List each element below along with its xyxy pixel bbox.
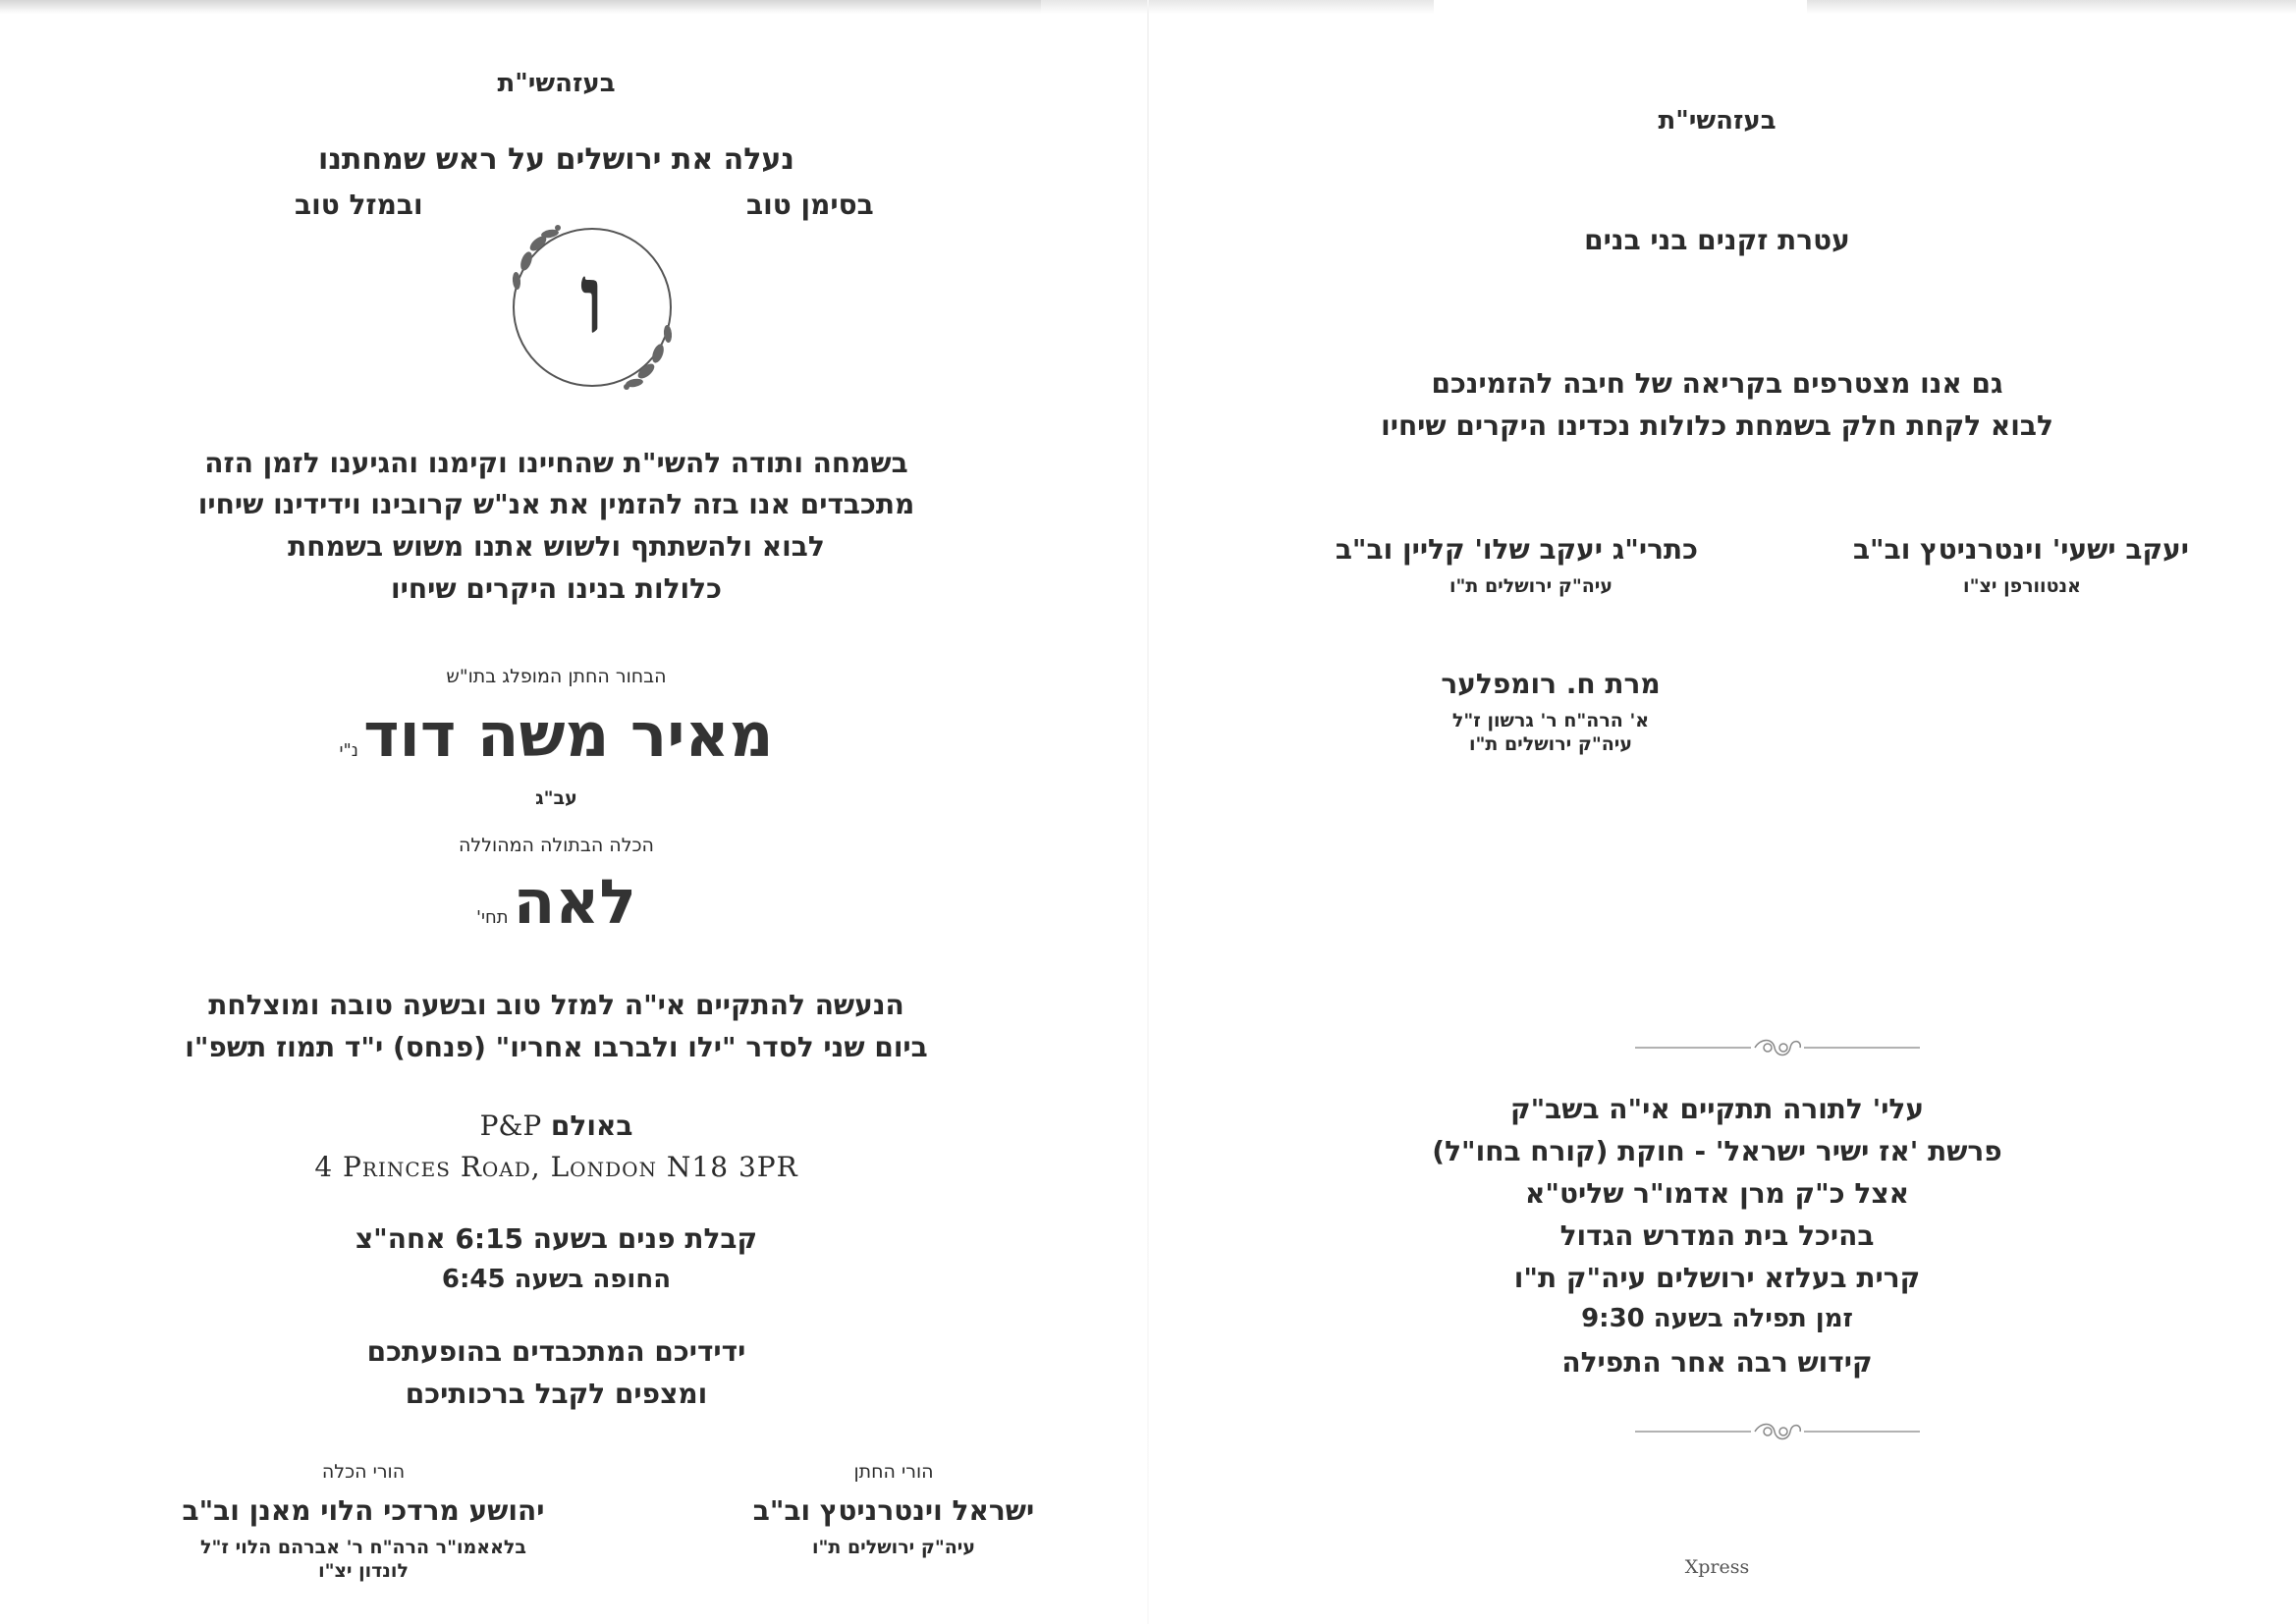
aufruf-line-2: פרשת 'אז ישיר ישראל' - חוקת (קורח בחו"ל): [1432, 1135, 2002, 1167]
gp3-line2: א' הרה"ח ר' גרשון ז"ל: [1451, 710, 1650, 731]
bride-title: הכלה הבתולה המהוללה: [459, 835, 654, 856]
aufruf-line-5: קרית בעלזא ירושלים עיה"ק ת"ו: [1513, 1262, 1921, 1294]
kabbalat-panim: קבלת פנים בשעה 6:15 אחה"צ: [355, 1222, 758, 1255]
bride-parents: [167, 1461, 560, 1582]
right-intro-line-2: לבוא לקחת חלק בשמחת כלולות נכדינו היקרים שיחיו: [1381, 409, 2053, 442]
gp1-city: אנטוורפן יצ"ו: [1963, 575, 2081, 597]
groom-parents: [727, 1461, 1061, 1558]
hall-label: באולם: [550, 1110, 633, 1142]
intro-line-3: לבוא ולהשתתף ולשוש אתנו משוש בשמחת: [288, 530, 825, 563]
closing-line-2: ומצפים לקבל ברכותיכם: [405, 1378, 708, 1410]
bride-parents-label: הורי הכלה: [321, 1461, 406, 1483]
verse-line: נעלה את ירושלים על ראש שמחתנו: [318, 142, 794, 177]
bride-parents-city: לונדון יצ"ו: [318, 1560, 409, 1582]
hall-name: P&P: [479, 1110, 542, 1142]
aufruf-line-6: זמן תפילה בשעה 9:30: [1581, 1304, 1853, 1333]
bride-name: לאה: [513, 866, 636, 938]
hall-address: 4 Princes Road, London N18 3PR: [314, 1151, 798, 1183]
grandparents-3: [1384, 668, 1718, 755]
groom-name: מאיר משה דוד: [363, 699, 774, 771]
chuppah-time: החופה בשעה 6:45: [441, 1265, 672, 1294]
scroll-ornament-icon: [1635, 1417, 1920, 1446]
groom-name-row: [0, 699, 1130, 771]
bride-suffix: תחי': [476, 907, 509, 928]
intro-line-1: בשמחה ותודה להשי"ת שהחיינו וקימנו והגיענו לזמן הזה: [204, 447, 908, 479]
monogram-letter: ו: [579, 244, 605, 354]
printer-credit: Xpress: [1684, 1556, 1750, 1578]
gp2-city: עיה"ק ירושלים ת"ו: [1449, 575, 1613, 597]
hall-row: [0, 1110, 1130, 1142]
bride-parents-line2: בלאאמו"ר הרה"ח ר' אברהם הלוי ז"ל: [200, 1537, 526, 1558]
bsd-header: בעזהשי"ת: [497, 69, 616, 98]
gp3-name: מרת ח. רומפלער: [1441, 668, 1661, 700]
right-bsd-header: בעזהשי"ת: [1658, 106, 1777, 135]
intro-line-4: כלולות בנינו היקרים שיחיו: [391, 572, 722, 605]
bride-name-row: [0, 866, 1130, 938]
divider-top: [1635, 1033, 1920, 1062]
gp3-city: עיה"ק ירושלים ת"ו: [1468, 733, 1633, 755]
intro-line-2: מתכבדים אנו בזה להזמין את אנ"ש קרובינו וידידינו שיחיו: [197, 488, 915, 520]
aufruf-line-1: עלי' לתורה תתקיים אי"ה בשב"ק: [1509, 1093, 1925, 1125]
grandparents-1: [1852, 533, 2189, 597]
grandparents-panel: [1148, 0, 2296, 1624]
groom-title: הבחור החתן המופלג בתו"ש: [446, 666, 667, 687]
bride-parents-name: יהושע מרדכי הלוי מאנן וב"ב: [182, 1494, 545, 1527]
groom-parents-label: הורי החתן: [853, 1461, 934, 1483]
aufruf-line-3: אצל כ"ק מרן אדמו"ר שליט"א: [1525, 1177, 1909, 1210]
groom-parents-name: ישראל וינטרניטץ וב"ב: [752, 1494, 1035, 1527]
siman-tov: בסימן טוב: [746, 189, 874, 221]
groom-suffix: נ"י: [339, 740, 358, 761]
gp2-name: כתרי"ג יעקב שלו' קליין וב"ב: [1335, 533, 1698, 566]
umazal-tov: ובמזל טוב: [295, 189, 423, 221]
groom-parents-city: עיה"ק ירושלים ת"ו: [811, 1537, 976, 1558]
aufruf-line-4: בהיכל בית המדרש הגדול: [1559, 1219, 1875, 1252]
monogram-wreath: [499, 214, 685, 401]
aufruf-line-7: קידוש רבה אחר התפילה: [1561, 1346, 1873, 1379]
date-line-2: ביום שני לסדר "ילו ולברבו אחריו" (פנחס) י"ד תמוז תשפ"ו: [185, 1031, 928, 1063]
closing-line-1: ידידיכם המתכבדים בהופעתכם: [366, 1335, 746, 1368]
gp1-name: יעקב ישעי' וינטרניטץ וב"ב: [1852, 533, 2189, 566]
date-line-1: הנעשה להתקיים אי"ה למזל טוב ובשעה טובה ומוצלחת: [208, 989, 904, 1021]
scroll-ornament-icon: [1635, 1033, 1920, 1062]
divider-bottom: [1635, 1417, 1920, 1446]
grandparents-2: [1335, 533, 1698, 597]
right-heading: עטרת זקנים בני בנים: [1584, 224, 1850, 256]
im-bsg: עב"ג: [535, 787, 577, 809]
right-intro-line-1: גם אנו מצטרפים בקריאה של חיבה להזמינכם: [1431, 367, 2003, 400]
